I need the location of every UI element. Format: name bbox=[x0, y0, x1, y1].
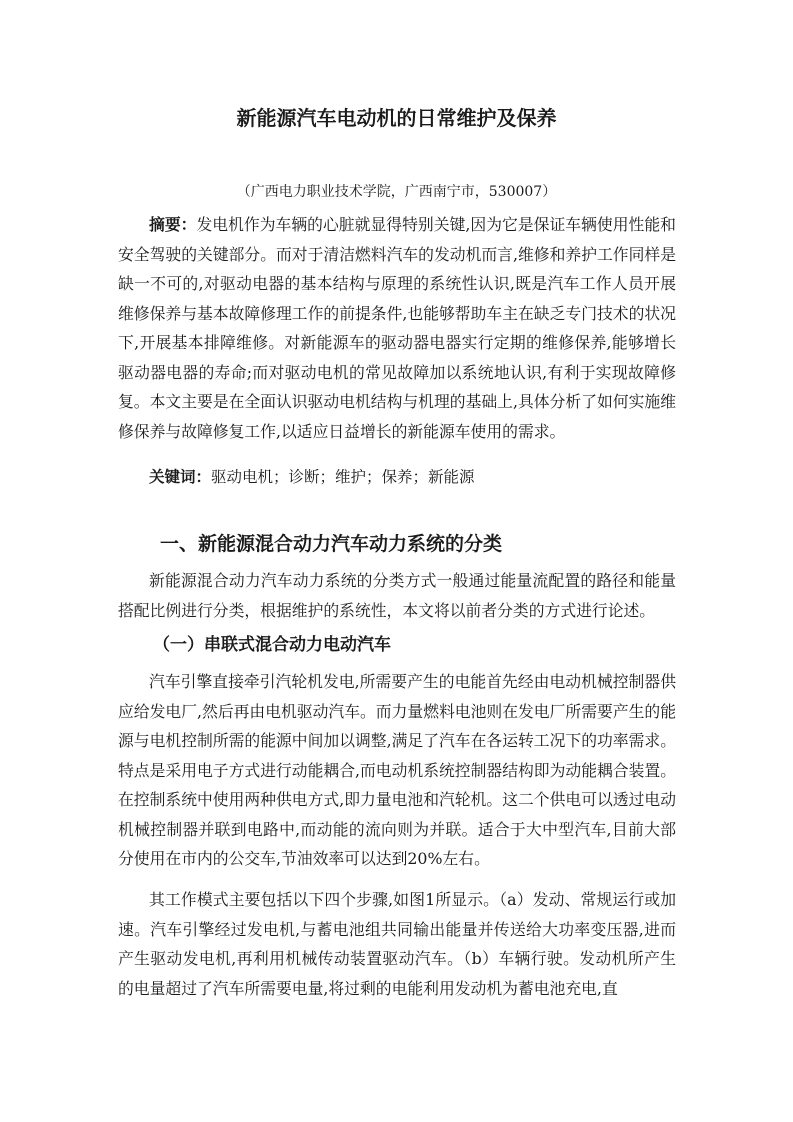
keywords-label: 关键词： bbox=[149, 468, 212, 486]
section-heading-1: 一、新能源混合动力汽车动力系统的分类 bbox=[160, 533, 503, 555]
body-paragraph-1: 汽车引擎直接牵引汽轮机发电,所需要产生的电能首先经由电动机械控制器供应给发电厂,然后再由电机驱动汽车。而力量燃料电池则在发电厂所需要产生的能源与电机控制所需的能源中间加以调整,满足了汽车在各运转工况下的功率需求。特点是采用电子方式进行动能耦合,而电动机系统控制器结构即为动能耦合装置。在控制系统中使用两种供电方式,即力量电池和汽轮机。这二个供电可以透过电动机械控制器并联到电路中,而动能的流向则为并联。适合于大中型汽车,目前大部分使用在市内的公交车,节油效率可以达到20%左右。 bbox=[118, 672, 676, 868]
subsection-heading-1: （一）串联式混合动力电动汽车 bbox=[153, 635, 391, 655]
body-paragraph-2: 其工作模式主要包括以下四个步骤,如图1所显示。（a）发动、常规运行或加速。汽车引擎经过发电机,与蓄电池组共同输出能量并传送给大功率变压器,进而产生驱动发电机,再利用机械传动装置驱动汽车。（b）车辆行驶。发动机所产生的电量超过了汽车所需要电量,将过剩的电能利用发动机为蓄电池充电,直 bbox=[118, 890, 676, 998]
abstract-paragraph bbox=[118, 210, 676, 446]
paper-title: 新能源汽车电动机的日常维护及保养 bbox=[236, 106, 557, 130]
abstract-text: 发电机作为车辆的心脏就显得特别关键,因为它是保证车辆使用性能和安全驾驶的关键部分。而对于清洁燃料汽车的发动机而言,维修和养护工作同样是缺一不可的,对驱动电器的基本结构与原理的系统性认识,既是汽车工作人员开展维修保养与基本故障修理工作的前提条件,也能够帮助车主在缺乏专门技术的状况下,开展基本排障维修。对新能源车的驱动器电器实行定期的维修保养,能够增长驱动器电器的寿命;而对驱动电机的常见故障加以系统地认识,有利于实现故障修复。本文主要是在全面认识驱动电机结构与机理的基础上,具体分析了如何实施维修保养与故障修复工作,以适应日益增长的新能源车使用的需求。 bbox=[118, 215, 676, 441]
author-affiliation: （广西电力职业技术学院，广西南宁市，530007） bbox=[236, 184, 557, 200]
section-intro-paragraph: 新能源混合动力汽车动力系统的分类方式一般通过能量流配置的路径和能量搭配比例进行分类，根据维护的系统性，本文将以前者分类的方式进行论述。 bbox=[118, 571, 676, 620]
keywords-text: 驱动电机；诊断；维护；保养；新能源 bbox=[211, 468, 475, 486]
abstract-label: 摘要： bbox=[149, 215, 197, 234]
keywords-line bbox=[149, 463, 475, 492]
